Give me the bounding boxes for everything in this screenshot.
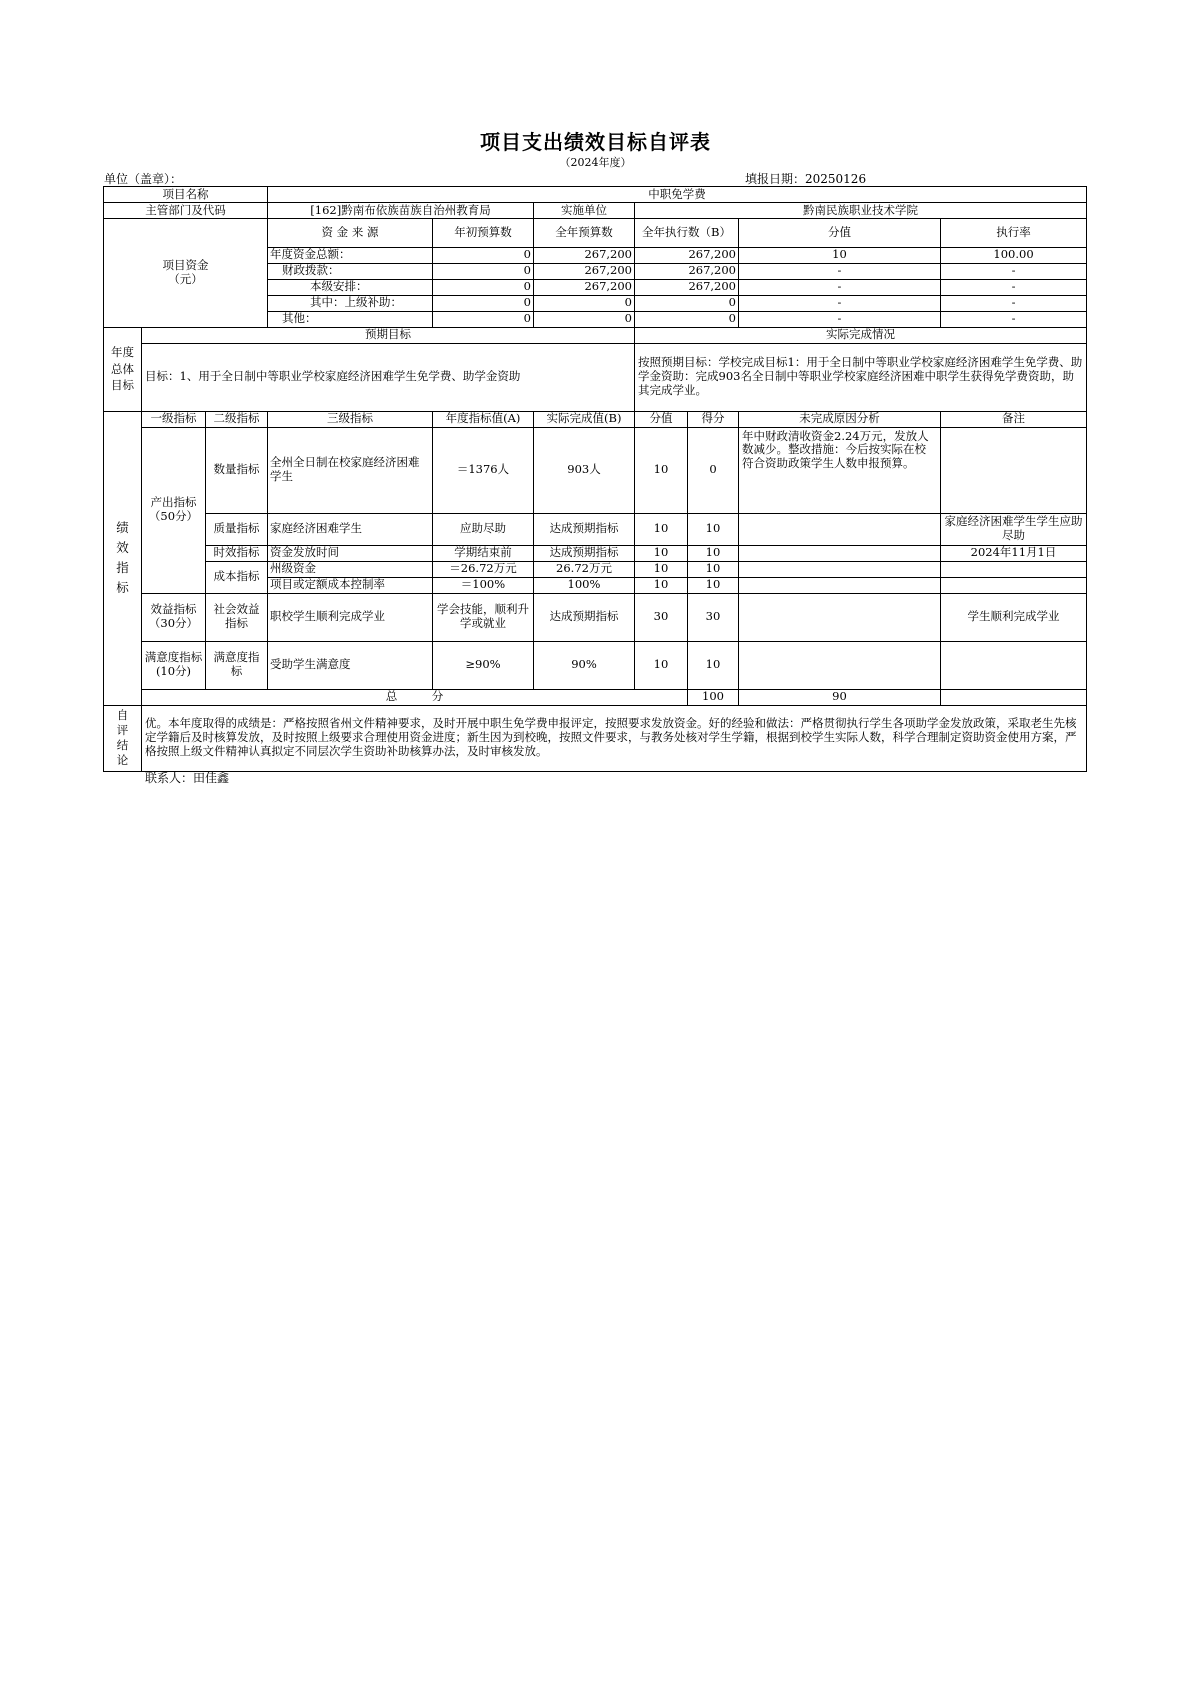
funds-points: 10	[739, 247, 941, 263]
target-value: 学会技能，顺利升学或就业	[433, 593, 534, 641]
funds-annual: 0	[534, 311, 635, 327]
note-text	[941, 561, 1087, 577]
funds-annual: 0	[534, 295, 635, 311]
funds-points: -	[739, 279, 941, 295]
expected-goal-text: 目标：1、用于全日制中等职业学校家庭经济困难学生免学费、助学金资助	[142, 343, 635, 411]
funds-col-points: 分值	[739, 219, 941, 248]
col-actual: 实际完成值(B)	[534, 411, 635, 427]
output-indicator-cell	[142, 427, 206, 593]
funds-rate: -	[941, 263, 1087, 279]
funds-executed: 267,200	[635, 279, 739, 295]
timeliness-indicator-row	[104, 545, 1087, 561]
reason-text	[739, 593, 941, 641]
contact-person: 联系人：田佳鑫	[145, 771, 230, 785]
score-value: 10	[688, 545, 739, 561]
score-value: 10	[688, 513, 739, 545]
col-target: 年度指标值(A)	[433, 411, 534, 427]
funds-rate: -	[941, 279, 1087, 295]
score-value: 10	[688, 561, 739, 577]
funds-source: 其中：上级补助：	[268, 295, 433, 311]
level3-indicator: 资金发放时间	[268, 545, 433, 561]
funds-source: 年度资金总额：	[268, 247, 433, 263]
score-value: 30	[688, 593, 739, 641]
funds-col-source: 资 金 来 源	[268, 219, 433, 248]
unit-seal-label: 单位（盖章）：	[104, 172, 183, 186]
department-row	[104, 203, 1087, 219]
indicators-label-char: 效	[116, 540, 129, 556]
total-row	[104, 689, 1087, 705]
target-value: ＝1376人	[433, 427, 534, 513]
points-value: 10	[635, 641, 688, 689]
reason-text	[739, 641, 941, 689]
score-value: 10	[688, 641, 739, 689]
funds-source: 本级安排：	[268, 279, 433, 295]
level3-indicator: 家庭经济困难学生	[268, 513, 433, 545]
fill-date: 填报日期：20250126	[745, 172, 867, 186]
reason-text	[739, 513, 941, 545]
benefit-indicator-row	[104, 593, 1087, 641]
actual-value: 达成预期指标	[534, 513, 635, 545]
funds-rate: -	[941, 295, 1087, 311]
col-note: 备注	[941, 411, 1087, 427]
page-title: 项目支出绩效目标自评表	[480, 130, 711, 154]
col-level2: 二级指标	[206, 411, 268, 427]
points-value: 30	[635, 593, 688, 641]
benefit-indicator-label: 效益指标	[150, 602, 197, 617]
indicators-label-char: 标	[116, 580, 129, 596]
satisfaction-indicator-label: 满意度指标(10分)	[142, 641, 206, 689]
reason-text	[739, 545, 941, 561]
self-evaluation-table	[103, 186, 1087, 772]
actual-value: 90%	[534, 641, 635, 689]
actual-value: 达成预期指标	[534, 593, 635, 641]
note-text	[941, 641, 1087, 689]
project-name-value: 中职免学费	[268, 187, 1087, 203]
funds-annual: 267,200	[534, 279, 635, 295]
total-score: 90	[739, 689, 941, 705]
note-text	[941, 427, 1087, 513]
col-reason: 未完成原因分析	[739, 411, 941, 427]
benefit-indicator-cell	[142, 593, 206, 641]
funds-points: -	[739, 263, 941, 279]
funds-col-initial: 年初预算数	[433, 219, 534, 248]
funds-col-annual: 全年预算数	[534, 219, 635, 248]
points-value: 10	[635, 561, 688, 577]
reason-text: 年中财政清收资金2.24万元，发放人数减少。整改措施：今后按实际在校符合资助政策学生人数申报预算。	[739, 427, 941, 513]
funds-initial: 0	[433, 247, 534, 263]
funds-source: 其他：	[268, 311, 433, 327]
reason-text	[739, 577, 941, 593]
funds-executed: 267,200	[635, 247, 739, 263]
note-text: 2024年11月1日	[941, 545, 1087, 561]
level2-indicator: 质量指标	[206, 513, 268, 545]
actual-value: 100%	[534, 577, 635, 593]
quality-indicator-row	[104, 513, 1087, 545]
score-value: 0	[688, 427, 739, 513]
target-value: ＝26.72万元	[433, 561, 534, 577]
conclusion-row	[104, 705, 1087, 771]
target-value: 应助尽助	[433, 513, 534, 545]
level2-indicator: 满意度指标	[206, 641, 268, 689]
conclusion-text: 优。本年度取得的成绩是：严格按照省州文件精神要求，及时开展中职生免学费申报评定，按照要求发放资金。好的经验和做法：严格贯彻执行学生各项助学金发放政策，采取老生先核定学籍后及时核算发放，及时按照上级要求合理使用资金进度；新生因为到校晚，按照文件要求，与教务处核对学生学籍，根据到校学生实际人数，科学合理制定资助资金使用方案，严格按照上级文件精神认真拟定不同层次学生资助补助核算办法，及时审核发放。	[142, 705, 1087, 771]
note-text: 学生顺利完成学业	[941, 593, 1087, 641]
actual-completion-text: 按照预期目标：学校完成目标1：用于全日制中等职业学校家庭经济困难学生免学费、助学金资助：完成903名全日制中等职业学校家庭经济困难中职学生获得免学费资助，助其完成学业。	[635, 343, 1087, 411]
target-value: 学期结束前	[433, 545, 534, 561]
annual-goal-header-row	[104, 327, 1087, 343]
funds-executed: 0	[635, 311, 739, 327]
project-name-row	[104, 187, 1087, 203]
funds-label-cell	[104, 219, 268, 328]
funds-initial: 0	[433, 263, 534, 279]
funds-label: 项目资金	[162, 258, 209, 272]
satisfaction-indicator-row	[104, 641, 1087, 689]
funds-initial: 0	[433, 279, 534, 295]
funds-points: -	[739, 311, 941, 327]
total-label: 总 分	[142, 689, 688, 705]
funds-points: -	[739, 295, 941, 311]
funds-header-row	[104, 219, 1087, 248]
target-value: ≥90%	[433, 641, 534, 689]
level2-indicator: 数量指标	[206, 427, 268, 513]
quantity-indicator-row	[104, 427, 1087, 513]
actual-value: 26.72万元	[534, 561, 635, 577]
year-subtitle: （2024年度）	[559, 156, 632, 169]
funds-initial: 0	[433, 311, 534, 327]
output-indicator-label: 产出指标	[150, 495, 197, 510]
funds-annual: 267,200	[534, 263, 635, 279]
col-points: 分值	[635, 411, 688, 427]
output-indicator-score: （50分）	[148, 509, 199, 524]
total-blank	[941, 689, 1087, 705]
note-text: 家庭经济困难学生学生应助尽助	[941, 513, 1087, 545]
total-points: 100	[688, 689, 739, 705]
reason-text	[739, 561, 941, 577]
level3-indicator: 全州全日制在校家庭经济困难学生	[268, 427, 433, 513]
conclusion-label-char: 论	[116, 753, 129, 768]
level2-indicator: 时效指标	[206, 545, 268, 561]
points-value: 10	[635, 577, 688, 593]
conclusion-label-char: 评	[116, 723, 129, 738]
actual-value: 903人	[534, 427, 635, 513]
col-level1: 一级指标	[142, 411, 206, 427]
col-score: 得分	[688, 411, 739, 427]
conclusion-label-char: 结	[116, 738, 129, 753]
conclusion-label-char: 自	[116, 708, 129, 723]
funds-annual: 267,200	[534, 247, 635, 263]
note-text	[941, 577, 1087, 593]
impl-unit-label: 实施单位	[534, 203, 635, 219]
indicators-label-char: 绩	[116, 520, 129, 536]
target-value: ＝100%	[433, 577, 534, 593]
actual-value: 达成预期指标	[534, 545, 635, 561]
level3-indicator: 职校学生顺利完成学业	[268, 593, 433, 641]
indicators-header-row	[104, 411, 1087, 427]
funds-col-executed: 全年执行数（B）	[635, 219, 739, 248]
dept-value: [162]黔南布依族苗族自治州教育局	[268, 203, 534, 219]
funds-col-rate: 执行率	[941, 219, 1087, 248]
points-value: 10	[635, 545, 688, 561]
cost-indicator-row	[104, 561, 1087, 577]
level3-indicator: 州级资金	[268, 561, 433, 577]
annual-goal-content-row	[104, 343, 1087, 411]
indicators-label-char: 指	[116, 560, 129, 576]
impl-unit-value: 黔南民族职业技术学院	[635, 203, 1087, 219]
annual-goal-label-line: 总体	[111, 361, 134, 376]
conclusion-label	[104, 705, 142, 771]
benefit-indicator-score: （30分）	[148, 616, 199, 631]
actual-completion-header: 实际完成情况	[635, 327, 1087, 343]
indicators-label	[104, 411, 142, 705]
score-value: 10	[688, 577, 739, 593]
funds-executed: 0	[635, 295, 739, 311]
level3-indicator: 项目或定额成本控制率	[268, 577, 433, 593]
funds-source: 财政拨款：	[268, 263, 433, 279]
funds-unit: （元）	[168, 271, 203, 286]
points-value: 10	[635, 513, 688, 545]
annual-goal-label	[104, 327, 142, 411]
level2-indicator: 成本指标	[206, 561, 268, 593]
level3-indicator: 受助学生满意度	[268, 641, 433, 689]
expected-goal-header: 预期目标	[142, 327, 635, 343]
points-value: 10	[635, 427, 688, 513]
funds-rate: 100.00	[941, 247, 1087, 263]
col-level3: 三级指标	[268, 411, 433, 427]
level2-indicator: 社会效益指标	[206, 593, 268, 641]
project-name-label: 项目名称	[104, 187, 268, 203]
dept-label: 主管部门及代码	[104, 203, 268, 219]
annual-goal-label-line: 目标	[111, 378, 134, 393]
funds-executed: 267,200	[635, 263, 739, 279]
funds-initial: 0	[433, 295, 534, 311]
funds-rate: -	[941, 311, 1087, 327]
annual-goal-label-line: 年度	[111, 345, 134, 360]
